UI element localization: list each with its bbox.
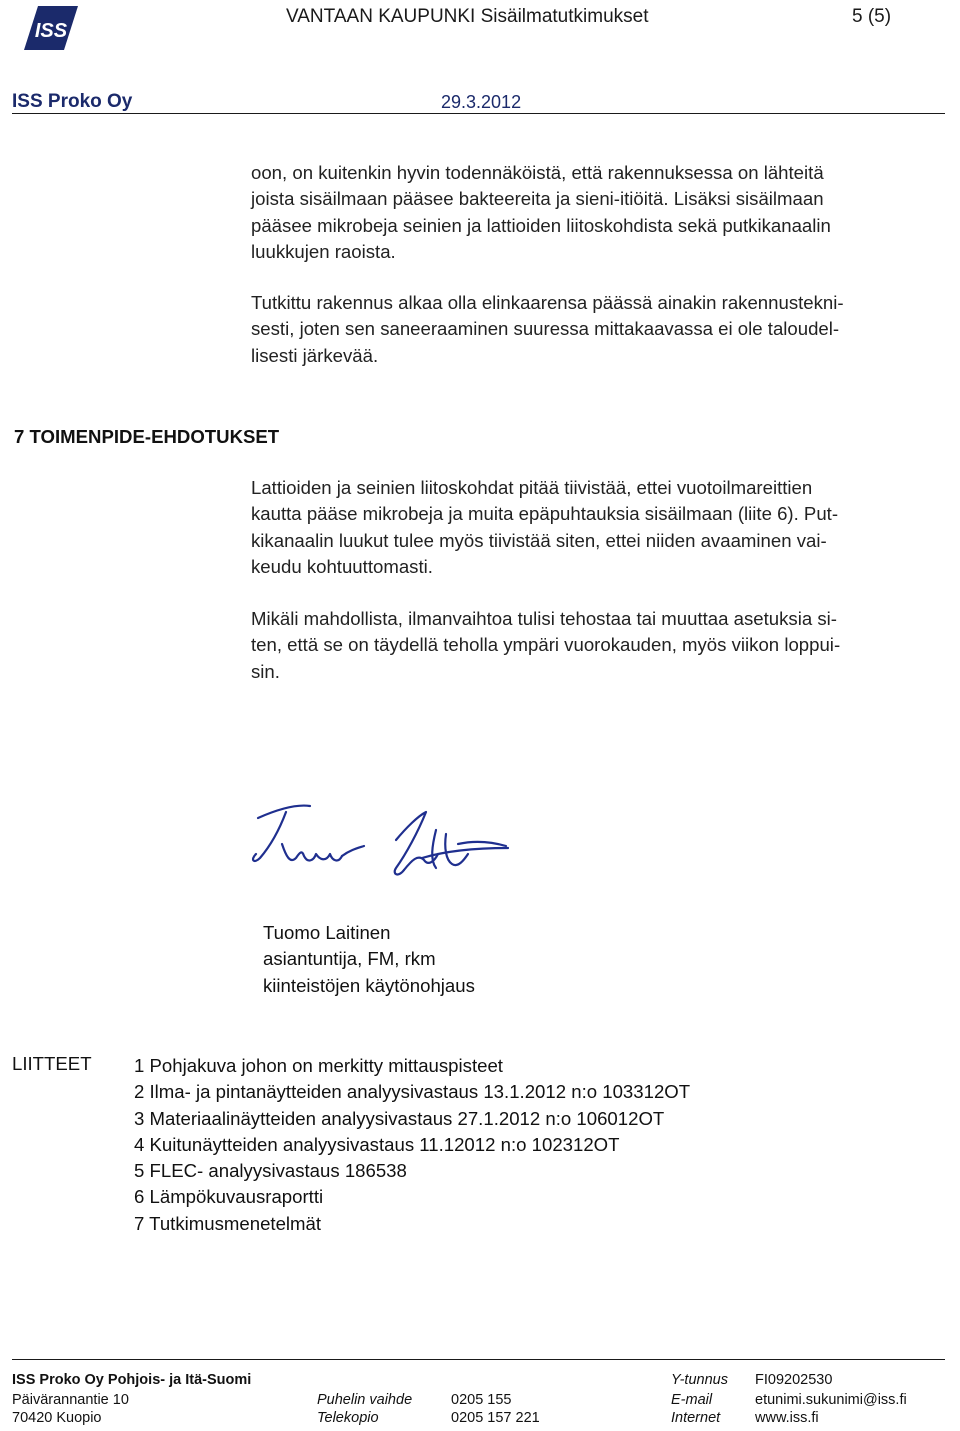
attachment-item: 1 Pohjakuva johon on merkitty mittauspisteet [134,1055,503,1076]
paragraph-line: Lattioiden ja seinien liitoskohdat pitää tiivistää, ettei vuotoilmareittien [251,477,813,498]
paragraph-line: kautta pääse mikrobeja ja muita epäpuhtauksia sisäilmaan (liite 6). Put- [251,503,839,525]
paragraph-line: sin. [251,660,280,682]
attachment-item: 3 Materiaalinäytteiden analyysivastaus 27.1.2012 n:o 106012OT [134,1107,665,1129]
iss-logo [22,4,80,52]
paragraph-2 [251,290,911,369]
attachment-item: 7 Tutkimusmenetelmät [134,1212,322,1234]
paragraph-line: pääsee mikrobeja seinien ja lattioiden liitoskohdista sekä putkikanaalin [251,214,831,236]
footer-address-2: 70420 Kuopio [12,1410,102,1426]
page-number: 5 (5) [852,6,892,27]
footer-ytunnus-label: Y-tunnus [671,1372,728,1388]
iss-logo-text: ISS [34,20,68,42]
attachment-item: 4 Kuitunäytteiden analyysivastaus 11.12012 n:o 102312OT [134,1133,620,1155]
footer-fax: 0205 157 221 [451,1410,540,1426]
attachments-label: LIITTEET [12,1053,92,1074]
paragraph-3 [251,475,911,580]
paragraph-line: kikanaalin luukut tulee myös tiivistää siten, ettei niiden avaaminen vai- [251,529,827,551]
footer-phone-label: Puhelin vaihde [317,1392,413,1408]
signer-block [263,920,663,999]
paragraph-line: sesti, joten sen saneeraaminen suuressa mittakaavassa ei ole taloudel- [251,318,840,340]
handwritten-signature [246,798,516,888]
footer-ytunnus: FI09202530 [755,1372,833,1388]
footer-email: etunimi.sukunimi@iss.fi [755,1392,907,1408]
attachment-item: 2 Ilma- ja pintanäytteiden analyysivastaus 13.1.2012 n:o 103312OT [134,1081,691,1103]
attachments-list [134,1053,690,1237]
footer-fax-label: Telekopio [317,1410,379,1426]
header-date: 29.3.2012 [441,92,522,112]
signer-role: kiinteistöjen käytönohjaus [263,974,475,996]
section-heading: 7 TOIMENPIDE-EHDOTUKSET [14,426,280,447]
paragraph-1 [251,160,911,265]
footer-internet-label: Internet [671,1410,721,1426]
footer-internet: www.iss.fi [755,1410,819,1426]
paragraph-line: joista sisäilmaan pääsee bakteereita ja sieni-itiöitä. Lisäksi sisäilmaan [251,188,824,210]
signer-title: asiantuntija, FM, rkm [263,948,436,970]
header-divider [12,113,945,114]
paragraph-line: ten, että se on täydellä teholla ympäri vuorokauden, myös viikon loppui- [251,634,841,656]
paragraph-line: Mikäli mahdollista, ilmanvaihtoa tulisi tehostaa tai muuttaa asetuksia si- [251,608,837,629]
signer-name: Tuomo Laitinen [263,922,391,943]
footer-divider [12,1359,945,1360]
footer-address-1: Päivärannantie 10 [12,1392,129,1408]
paragraph-line: Tutkittu rakennus alkaa olla elinkaarensa päässä ainakin rakennustekni- [251,292,844,313]
attachment-item: 5 FLEC- analyysivastaus 186538 [134,1160,407,1182]
paragraph-line: keudu kohtuuttomasti. [251,555,433,577]
paragraph-4 [251,606,911,685]
footer-email-label: E-mail [671,1392,713,1408]
paragraph-line: lisesti järkevää. [251,344,379,366]
paragraph-line: oon, on kuitenkin hyvin todennäköistä, että rakennuksessa on lähteitä [251,162,824,183]
document-title: VANTAAN KAUPUNKI Sisäilmatutkimukset [286,6,649,27]
attachment-item: 6 Lämpökuvausraportti [134,1186,324,1208]
footer-phone: 0205 155 [451,1392,512,1408]
footer-company: ISS Proko Oy Pohjois- ja Itä-Suomi [12,1372,252,1388]
paragraph-line: luukkujen raoista. [251,240,396,262]
header-company: ISS Proko Oy [12,91,133,112]
